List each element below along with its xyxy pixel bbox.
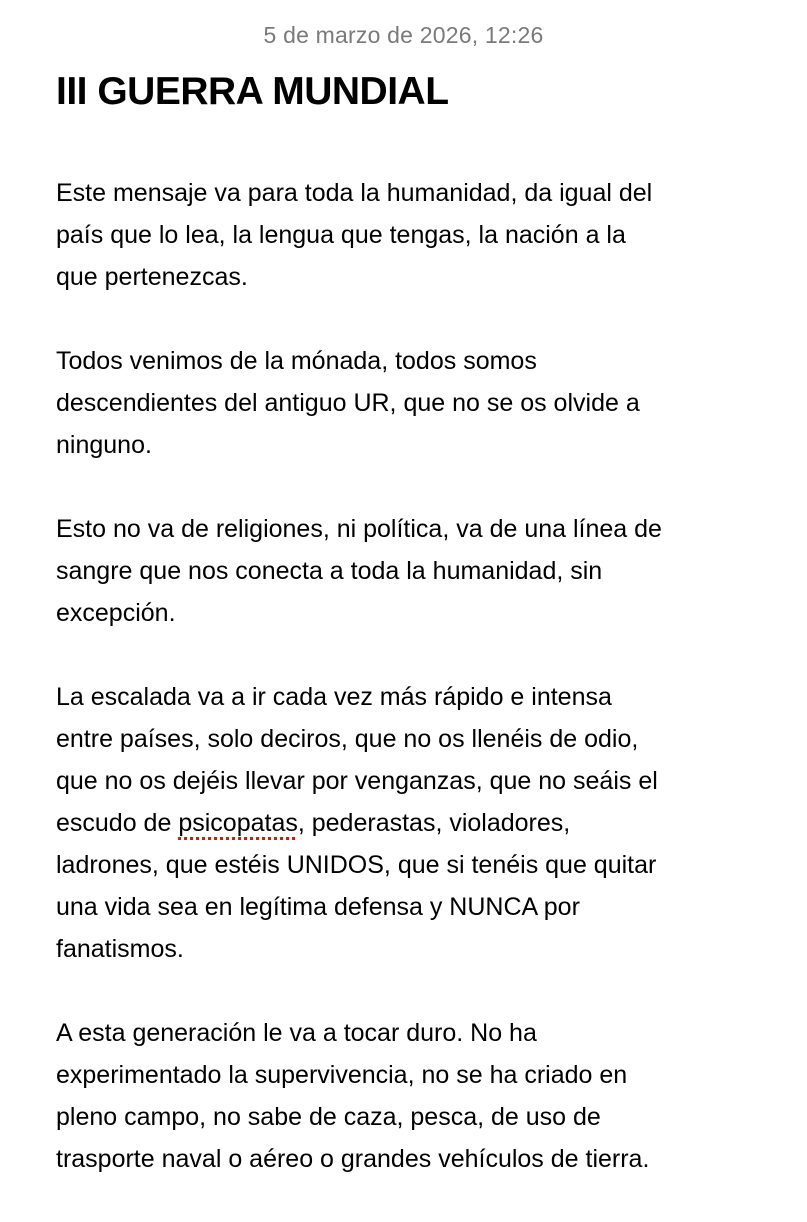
text-line: fanatismos.	[56, 935, 184, 963]
note-date: 5 de marzo de 2026, 12:26	[263, 22, 544, 48]
note-body[interactable]	[56, 172, 778, 1222]
text-line: que no os dejéis llevar por venganzas, que no seáis el	[56, 767, 658, 795]
note-paragraph	[56, 1012, 778, 1180]
text-line: Esto no va de religiones, ni política, va de una línea de	[56, 515, 662, 543]
text-line: pleno campo, no sabe de caza, pesca, de uso de	[56, 1103, 601, 1131]
note-paragraph	[56, 172, 778, 298]
text-line: La escalada va a ir cada vez más rápido e intensa	[56, 683, 612, 711]
text-line: sangre que nos conecta a toda la humanidad, sin	[56, 557, 603, 585]
text-line: trasporte naval o aéreo o grandes vehículos de tierra.	[56, 1145, 650, 1173]
misspelled-word[interactable]: psicopatas	[178, 809, 298, 837]
text-line: que pertenezcas.	[56, 263, 248, 291]
text-line	[56, 802, 778, 844]
text-line: A esta generación le va a tocar duro. No ha	[56, 1019, 537, 1047]
text-line: Todos venimos de la mónada, todos somos	[56, 347, 537, 375]
text-line: Este mensaje va para toda la humanidad, da igual del	[56, 179, 653, 207]
note-title[interactable]: III GUERRA MUNDIAL	[56, 70, 449, 113]
text-line: ladrones, que estéis UNIDOS, que si tenéis que quitar	[56, 851, 657, 879]
note-paragraph	[56, 340, 778, 466]
note-paragraph	[56, 508, 778, 634]
text-line: entre países, solo deciros, que no os llenéis de odio,	[56, 725, 639, 753]
text-line: ninguno.	[56, 431, 152, 459]
text-line: experimentado la supervivencia, no se ha criado en	[56, 1061, 628, 1089]
text-segment: escudo de	[56, 809, 179, 837]
text-segment: , pederastas, violadores,	[297, 809, 571, 837]
text-line: una vida sea en legítima defensa y NUNCA por	[56, 893, 580, 921]
note-paragraph	[56, 676, 778, 970]
text-line: descendientes del antiguo UR, que no se os olvide a	[56, 389, 640, 417]
text-line: excepción.	[56, 599, 176, 627]
text-line: país que lo lea, la lengua que tengas, la nación a la	[56, 221, 626, 249]
